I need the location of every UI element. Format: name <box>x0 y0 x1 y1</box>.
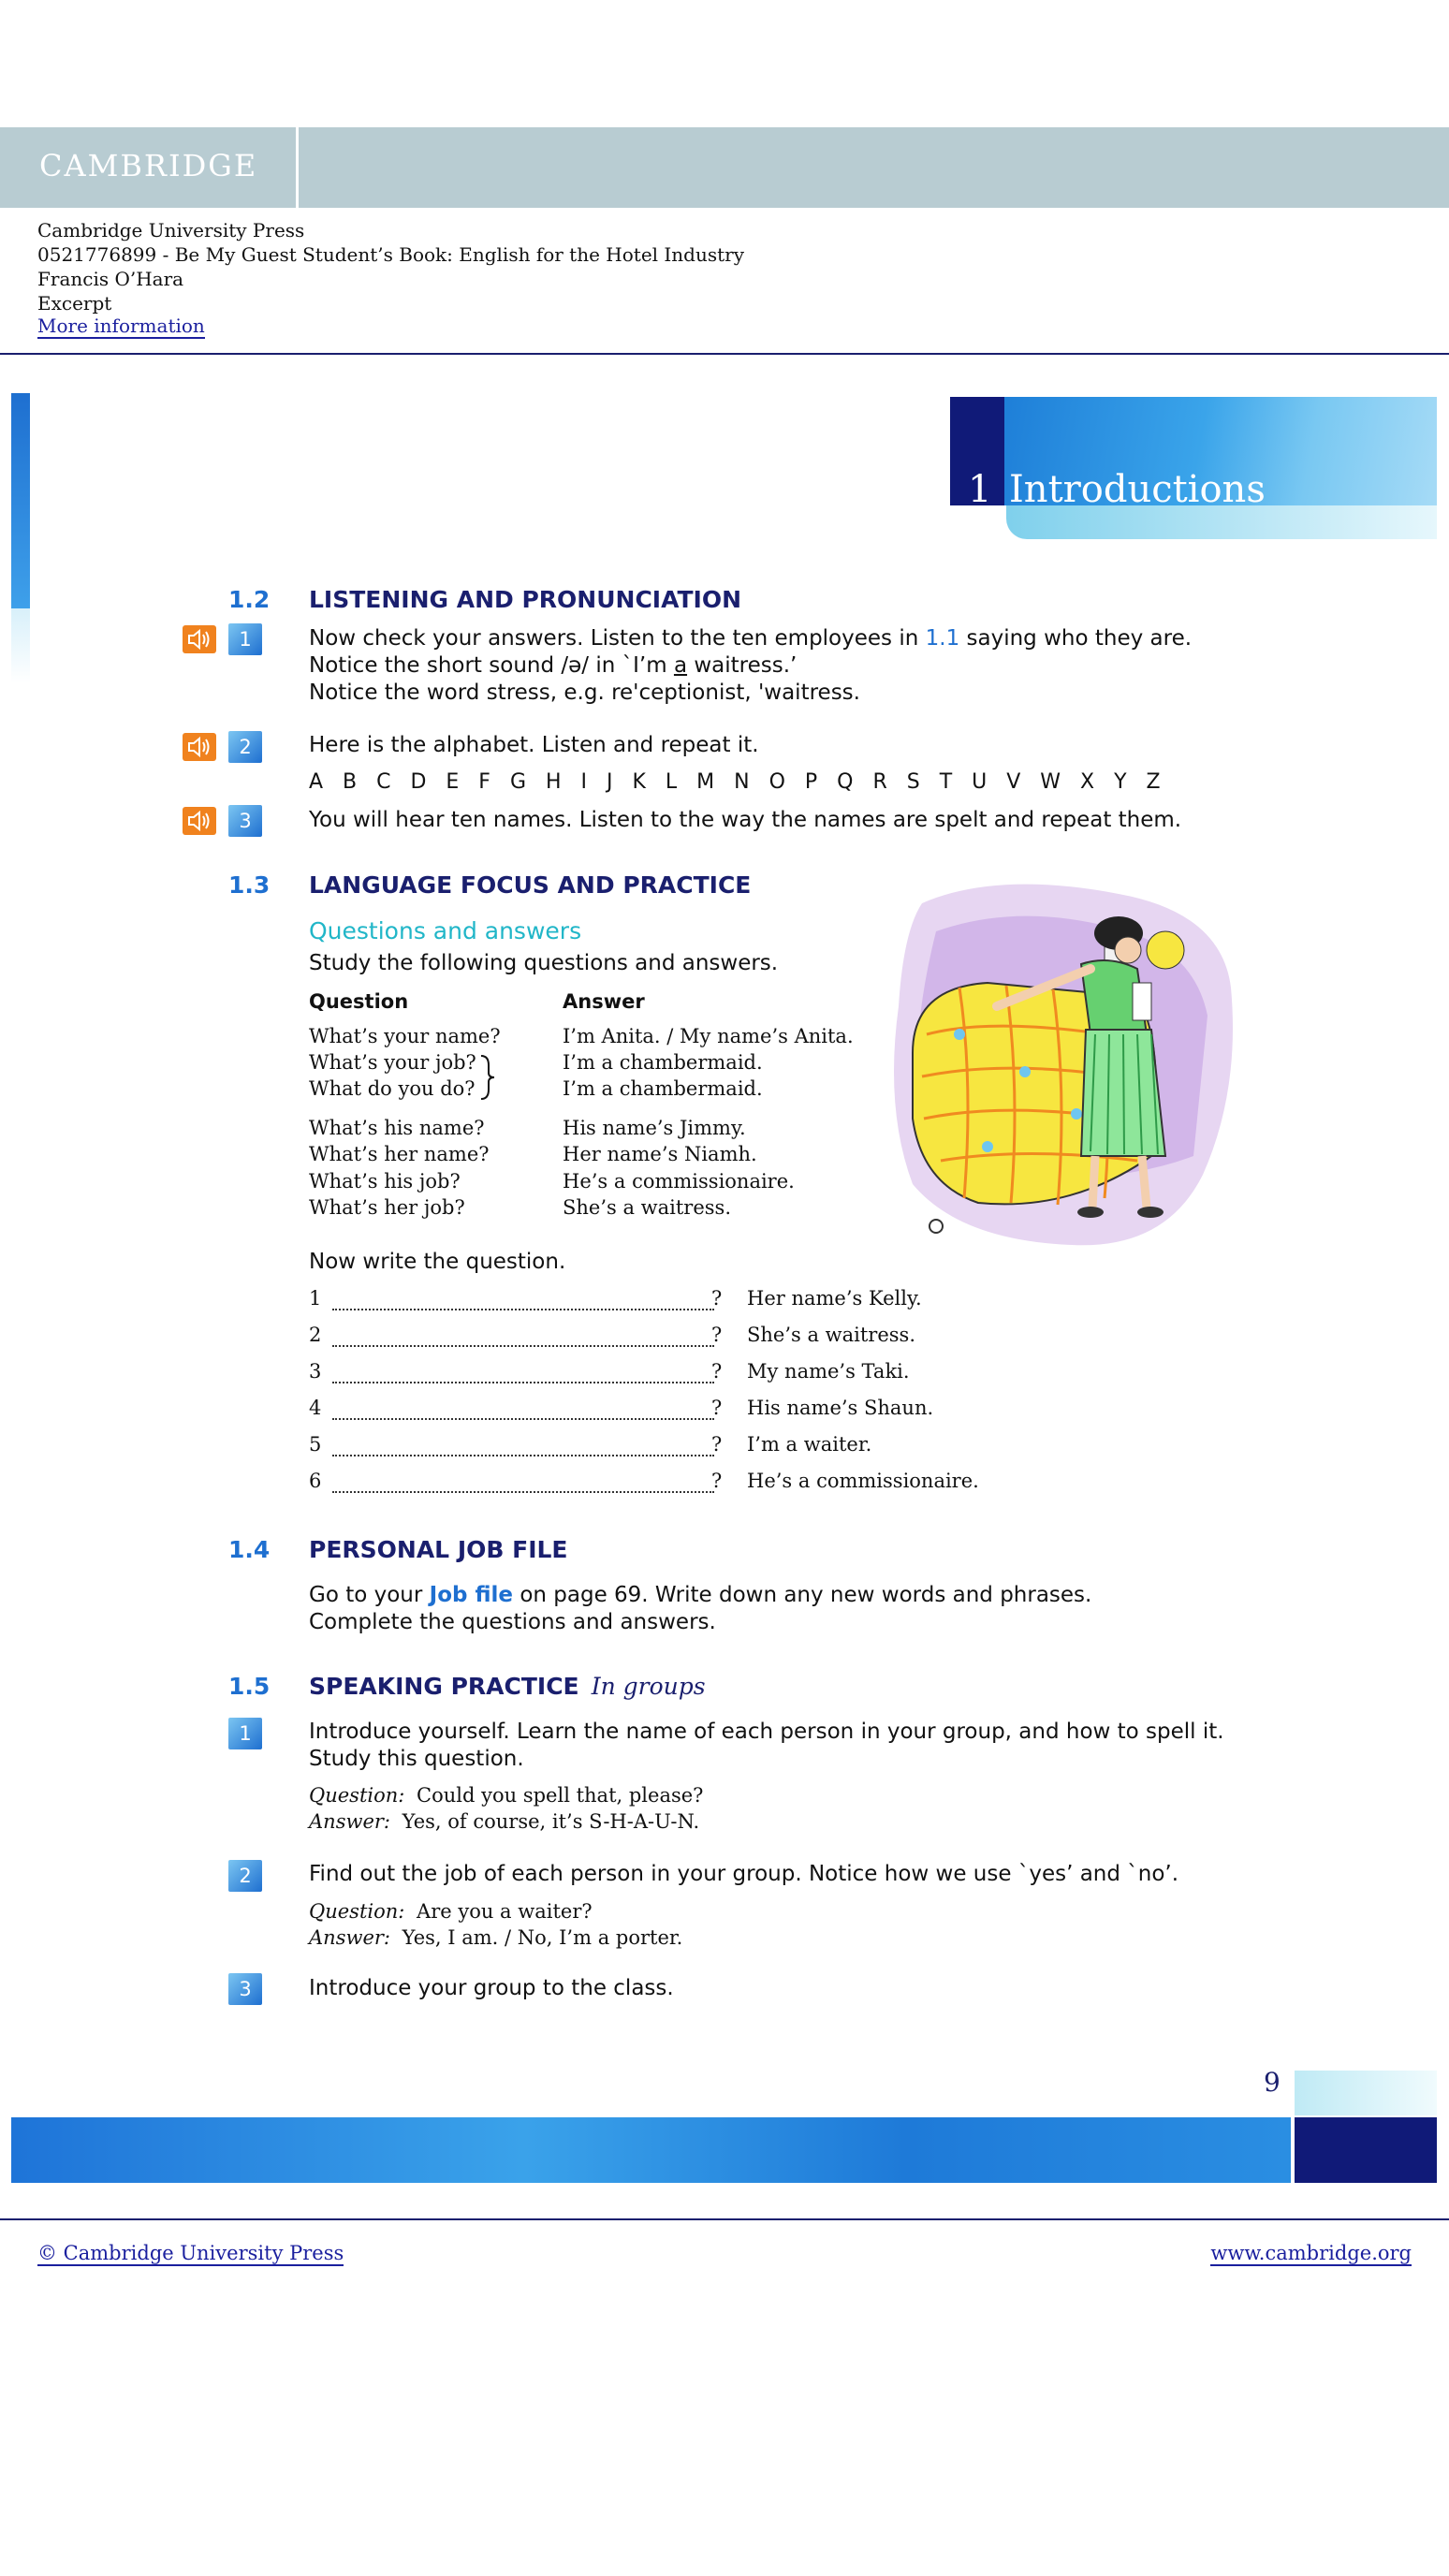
question-text: What’s her job? <box>309 1196 465 1219</box>
answer-text: He’s a commissionaire. <box>563 1170 795 1193</box>
answer-blank[interactable] <box>332 1309 714 1310</box>
given-answer: My name’s Taki. <box>747 1360 910 1383</box>
job-file-line1-b: on page 69. Write down any new words and phrases. <box>513 1583 1092 1607</box>
answer-blank[interactable] <box>332 1382 714 1383</box>
given-answer: She’s a waitress. <box>747 1324 916 1346</box>
job-file-line1-a: Go to your <box>309 1583 430 1607</box>
side-color-strip-fade <box>11 608 30 683</box>
exercise-line-number: 2 <box>309 1324 322 1346</box>
exercise-line-number: 6 <box>309 1470 322 1492</box>
question-column-header: Question <box>309 990 409 1013</box>
answer-label: Answer: <box>309 1926 390 1949</box>
exercise-1-2-2-text: Here is the alphabet. Listen and repeat it. <box>309 733 759 757</box>
answer-text: She’s a waitress. <box>563 1196 732 1219</box>
excerpt-label: Excerpt <box>37 292 112 315</box>
speaking-ex2-text: Find out the job of each person in your group. Notice how we use `yes’ and `no’. <box>309 1862 1179 1886</box>
section-title-speaking <box>309 1673 706 1700</box>
question-mark: ? <box>711 1287 723 1310</box>
job-file-link[interactable]: Job file <box>429 1583 514 1607</box>
question-label: Question: <box>309 1900 405 1923</box>
question-mark: ? <box>711 1324 723 1346</box>
speaker-icon[interactable] <box>183 807 216 835</box>
speaker-icon[interactable] <box>183 625 216 653</box>
section-number-1-4: 1.4 <box>228 1536 271 1563</box>
section-ref-1-1[interactable]: 1.1 <box>925 626 960 651</box>
speaking-ex1-text <box>309 1719 1292 1773</box>
alphabet-row: A B C D E F G H I J K L M N O P Q R S T U V W X Y Z <box>309 770 1161 794</box>
chambermaid-illustration <box>885 875 1240 1259</box>
answer-column-header: Answer <box>563 990 645 1013</box>
exercise-line-number: 5 <box>309 1433 322 1456</box>
exercise-1-2-1-text <box>309 625 1245 707</box>
answer-blank[interactable] <box>332 1491 714 1493</box>
footer-divider <box>0 2218 1449 2220</box>
question-text: What’s your name? <box>309 1025 501 1047</box>
exercise-line-number: 1 <box>309 1287 322 1310</box>
question-text: What’s his name? <box>309 1117 485 1139</box>
answer-text: Her name’s Niamh. <box>563 1143 757 1165</box>
chapter-number: 1 <box>968 468 992 511</box>
answer-text: I’m Anita. / My name’s Anita. <box>563 1025 854 1047</box>
speaking-ex1-answer <box>309 1810 699 1833</box>
speaking-ex1-question <box>309 1784 703 1807</box>
side-color-strip <box>11 393 30 608</box>
exercise-line-number: 4 <box>309 1397 322 1419</box>
section-number-1-5: 1.5 <box>228 1673 271 1700</box>
given-answer: I’m a waiter. <box>747 1433 872 1456</box>
question-label: Question: <box>309 1784 405 1807</box>
question-example: Are you a waiter? <box>417 1900 593 1923</box>
exercise-number-box: 2 <box>228 731 262 763</box>
question-mark: ? <box>711 1360 723 1383</box>
speaking-mode: In groups <box>591 1673 706 1700</box>
cambridge-logo: CAMBRIDGE <box>39 148 258 183</box>
speaking-ex2-answer <box>309 1926 682 1949</box>
more-information-link[interactable]: More information <box>37 315 205 337</box>
answer-label: Answer: <box>309 1810 390 1833</box>
speaking-ex2-question <box>309 1900 593 1923</box>
website-link[interactable]: www.cambridge.org <box>1210 2242 1412 2264</box>
job-file-line2: Complete the questions and answers. <box>309 1610 716 1634</box>
speaking-ex1-line1: Introduce yourself. Learn the name of each person in your group, and how to spell it. <box>309 1720 1224 1744</box>
answer-blank[interactable] <box>332 1418 714 1420</box>
section-number-1-3: 1.3 <box>228 871 271 899</box>
speaking-ex1-line2: Study this question. <box>309 1747 524 1771</box>
answer-example: Yes, of course, it’s S-H-A-U-N. <box>402 1810 700 1833</box>
section-title-language-focus: LANGUAGE FOCUS AND PRACTICE <box>309 871 752 899</box>
answer-text: I’m a chambermaid. <box>563 1051 763 1074</box>
section-number-1-2: 1.2 <box>228 586 271 613</box>
speaker-icon[interactable] <box>183 733 216 761</box>
isbn-title: 0521776899 - Be My Guest Student’s Book: English for the Hotel Industry <box>37 243 745 266</box>
question-mark: ? <box>711 1470 723 1492</box>
exercise-number-box: 2 <box>228 1860 262 1892</box>
speaking-title: SPEAKING PRACTICE <box>309 1673 579 1700</box>
footer-pale-block <box>1295 2071 1437 2115</box>
ex1-line1-b: saying who they are. <box>959 626 1193 651</box>
exercise-number-box: 1 <box>228 1718 262 1749</box>
question-text: What’s your job? <box>309 1051 476 1074</box>
answer-text: I’m a chambermaid. <box>563 1077 763 1100</box>
ex1-line2-b: waitress.’ <box>687 653 798 678</box>
ex1-line2-underlined: a <box>673 653 688 678</box>
brace-icon <box>477 1054 500 1101</box>
exercise-line-number: 3 <box>309 1360 322 1383</box>
section-title-listening: LISTENING AND PRONUNCIATION <box>309 586 742 613</box>
footer-color-bar <box>11 2117 1291 2183</box>
subtitle-questions-answers: Questions and answers <box>309 917 582 944</box>
given-answer: Her name’s Kelly. <box>747 1287 922 1310</box>
question-text: What do you do? <box>309 1077 476 1100</box>
chapter-title: Introductions <box>1009 468 1266 511</box>
question-mark: ? <box>711 1433 723 1456</box>
ex1-line2-a: Notice the short sound /ə/ in `I’m <box>309 653 674 678</box>
speaking-ex3-text: Introduce your group to the class. <box>309 1976 674 2000</box>
answer-text: His name’s Jimmy. <box>563 1117 746 1139</box>
page-number: 9 <box>1264 2067 1281 2098</box>
exercise-number-box: 3 <box>228 805 262 837</box>
exercise-1-2-3-text: You will hear ten names. Listen to the way the names are spelt and repeat them. <box>309 808 1182 832</box>
write-question-prompt: Now write the question. <box>309 1250 566 1274</box>
answer-blank[interactable] <box>332 1455 714 1456</box>
given-answer: His name’s Shaun. <box>747 1397 934 1419</box>
ex1-line1-a: Now check your answers. Listen to the ten employees in <box>309 626 926 651</box>
answer-blank[interactable] <box>332 1345 714 1347</box>
exercise-number-box: 1 <box>228 623 262 655</box>
section-title-job-file: PERSONAL JOB FILE <box>309 1536 568 1563</box>
question-example: Could you spell that, please? <box>417 1784 704 1807</box>
job-file-instructions <box>309 1582 1245 1636</box>
exercise-number-box: 3 <box>228 1973 262 2005</box>
question-text: What’s his job? <box>309 1170 461 1193</box>
answer-example: Yes, I am. / No, I’m a porter. <box>402 1926 683 1949</box>
question-text: What’s her name? <box>309 1143 490 1165</box>
study-intro: Study the following questions and answers. <box>309 951 779 975</box>
ex1-line3: Notice the word stress, e.g. re'ceptionist, 'waitress. <box>309 681 860 705</box>
given-answer: He’s a commissionaire. <box>747 1470 979 1492</box>
copyright-link[interactable]: © Cambridge University Press <box>37 2242 344 2264</box>
header-divider <box>0 353 1449 355</box>
author-name: Francis O’Hara <box>37 268 184 290</box>
publisher-name: Cambridge University Press <box>37 219 305 242</box>
question-mark: ? <box>711 1397 723 1419</box>
footer-navy-block <box>1295 2117 1437 2183</box>
